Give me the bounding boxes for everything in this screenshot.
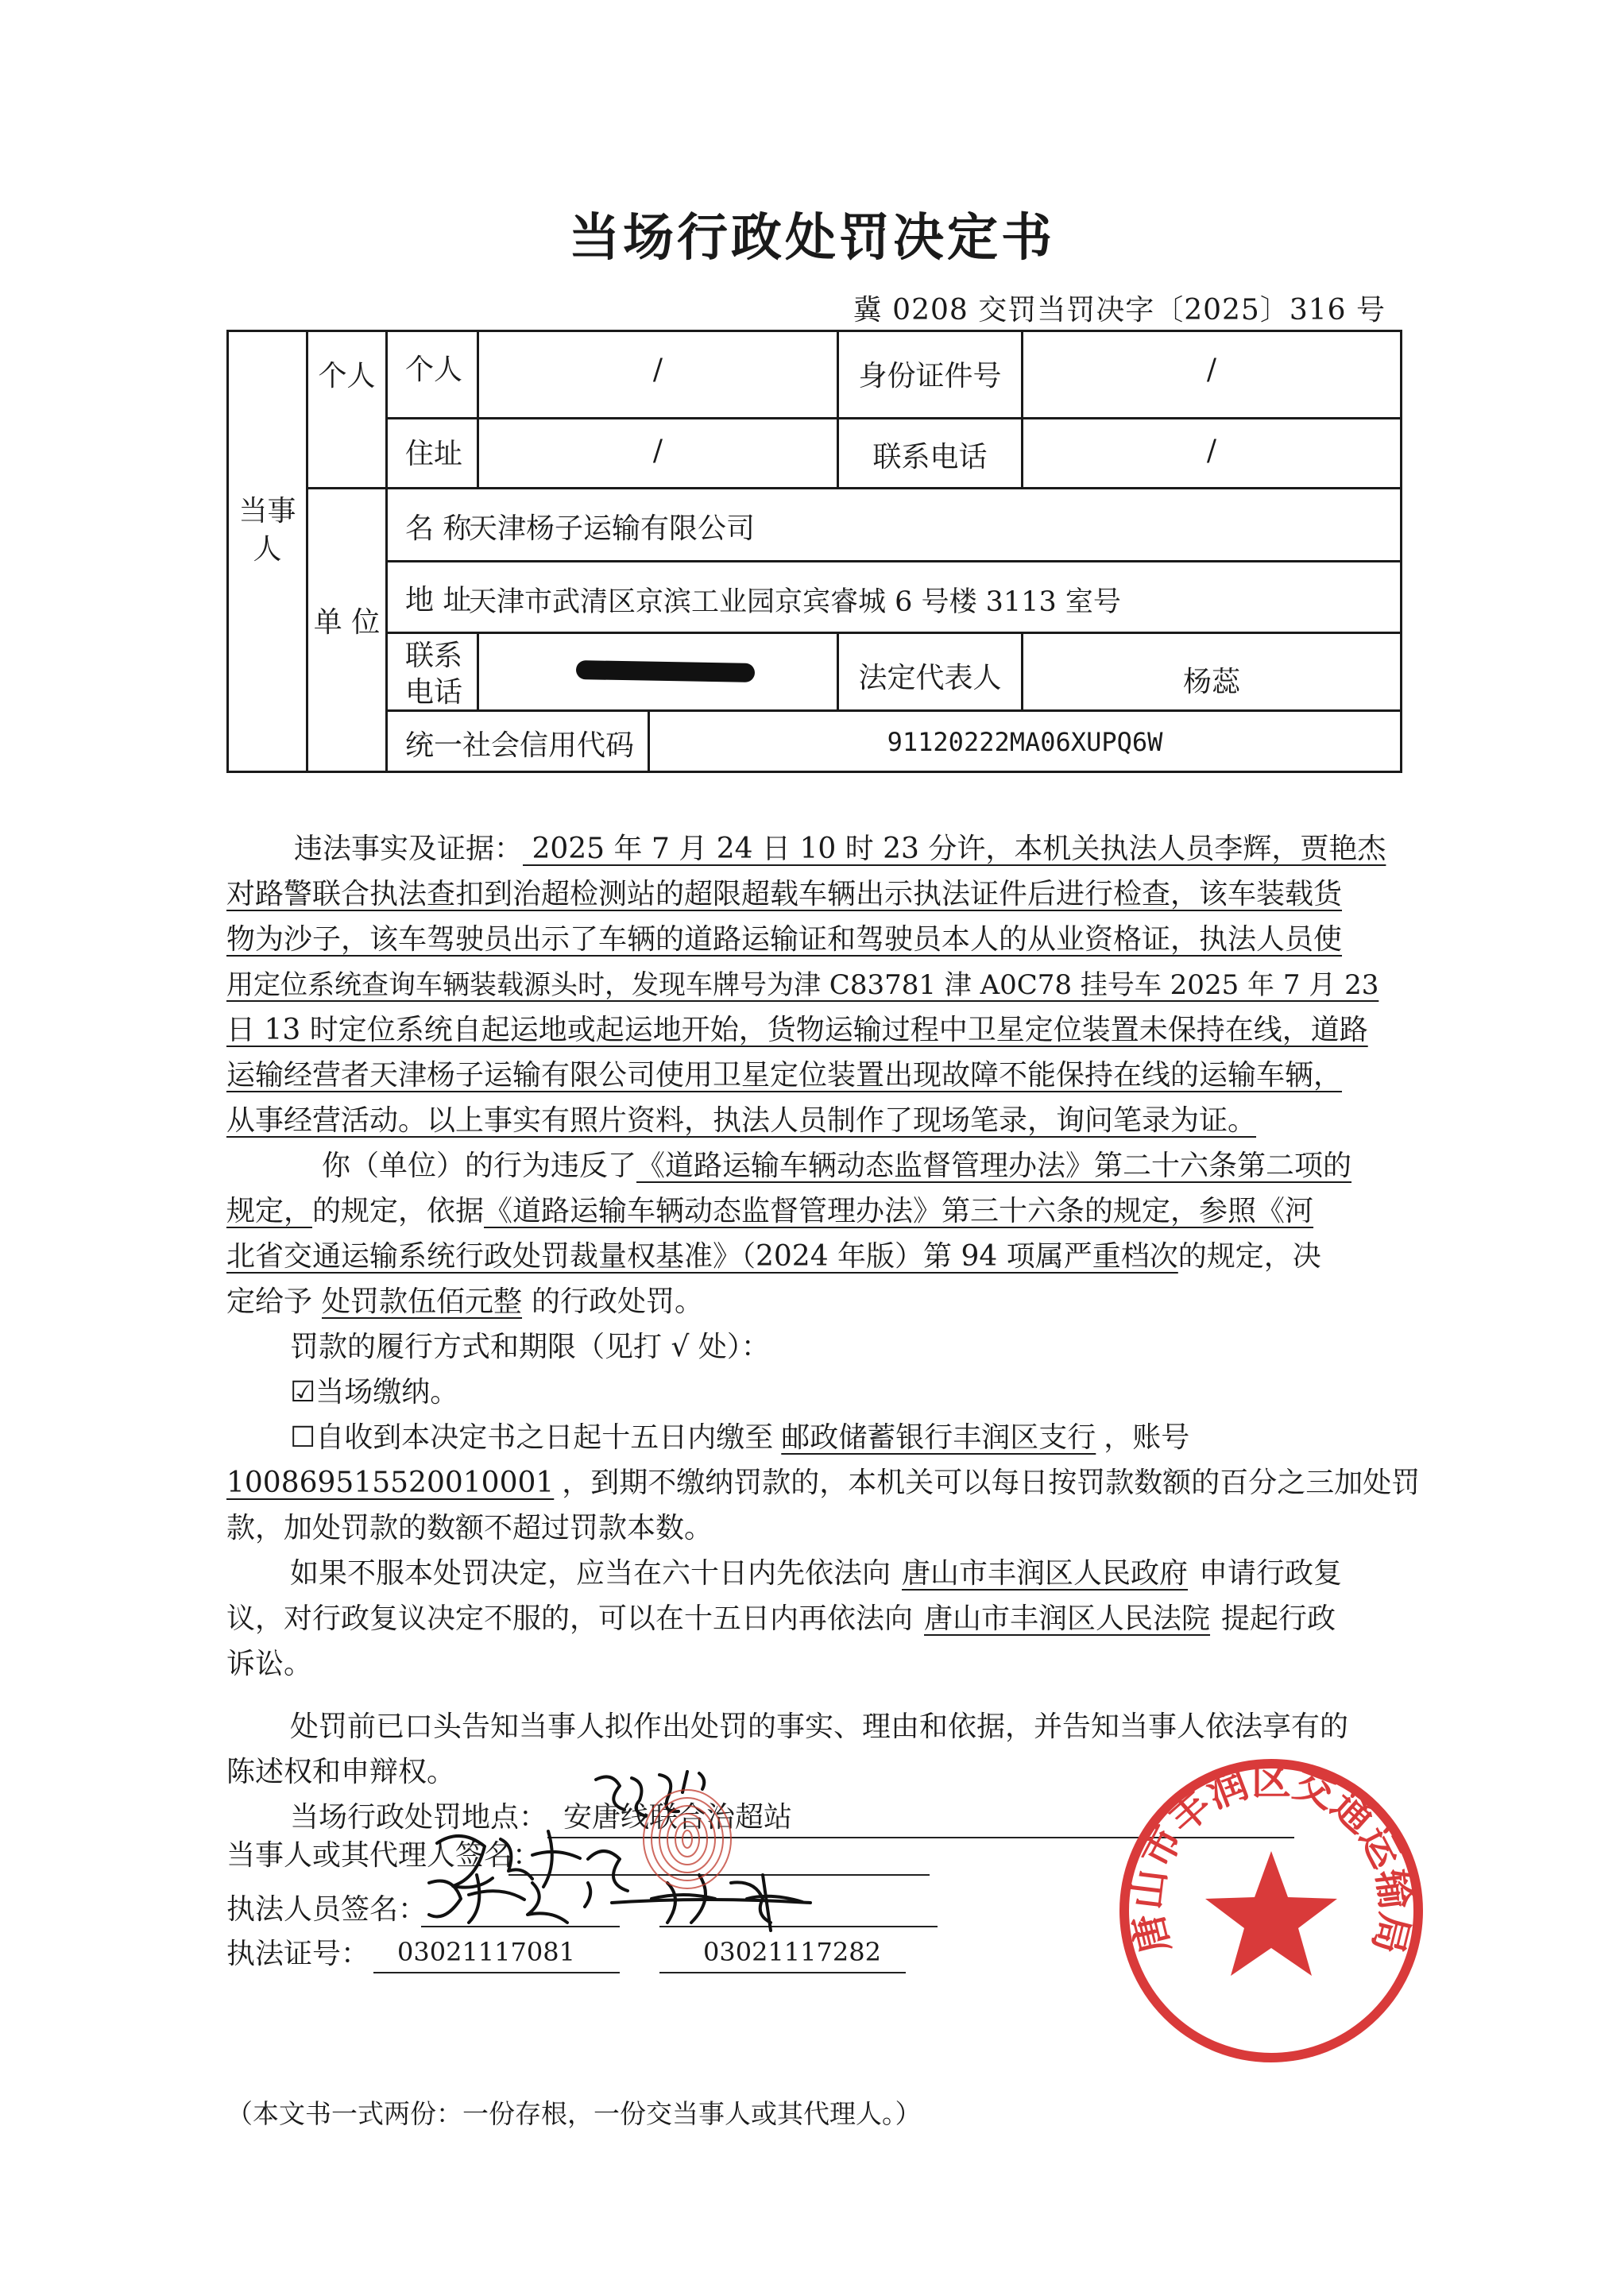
facts-line-1: 违法事实及证据： 2025 年 7 月 24 日 10 时 23 分许，本机关执法人员李辉，贾艳杰: [226, 830, 1394, 868]
official-seal: [1112, 1752, 1430, 2070]
penalty-amount: 处罚款伍佰元整: [322, 1285, 523, 1318]
individual-label: 个人: [318, 360, 376, 392]
unit-label: 单 位: [313, 606, 381, 639]
company-phone-label-2: 电话: [405, 676, 463, 709]
facts-line-6: 运输经营者天津杨子运输有限公司使用卫星定位装置出现故障不能保持在线的运输车辆，: [226, 1059, 1343, 1092]
person-value: /: [652, 354, 663, 386]
payment-account-line: 100869515520010001 ，到期不缴纳罚款的，本机关可以每日按罚款数额的百分之三加处罚: [226, 1467, 1421, 1499]
company-address-label: 地 址: [405, 584, 472, 617]
penalty-place: 安唐线联合治超站: [547, 1799, 1294, 1838]
cert-line: 执法证号：: [226, 1938, 370, 1970]
company-name-label: 名 称: [405, 512, 472, 545]
court-name: 唐山市丰润区人民法院: [924, 1602, 1211, 1635]
facts-line-7: 从事经营活动。以上事实有照片资料，执法人员制作了现场笔录，询问笔录为证。: [226, 1104, 1257, 1137]
address-label: 住址: [405, 438, 463, 470]
company-name-value: 天津杨子运输有限公司: [469, 512, 756, 545]
phone-label: 联系电话: [872, 441, 988, 474]
appeal-line-1: 如果不服本处罚决定，应当在六十日内先依法向 唐山市丰润区人民政府 申请行政复: [290, 1557, 1343, 1590]
cert-number-1: 03021117081: [397, 1937, 575, 1967]
legal-basis: 《道路运输车辆动态监督管理办法》第三十六条的规定，参照《河: [484, 1195, 1314, 1227]
payment-line-3: 款，加处罚款的数额不超过罚款本数。: [226, 1512, 713, 1544]
legal-rep-label: 法定代表人: [858, 662, 1002, 694]
bank-name: 邮政储蓄银行丰润区支行: [781, 1421, 1096, 1454]
seal-star-icon: [1205, 1851, 1337, 1976]
payment-label: 罚款的履行方式和期限（见打 √ 处）：: [290, 1331, 770, 1363]
credit-code-value: 91120222MA06XUPQ6W: [887, 727, 1163, 757]
id-label: 身份证件号: [858, 360, 1002, 392]
party-label: 当事人: [238, 495, 296, 566]
appeal-line-2: 议，对行政复议决定不服的，可以在十五日内再依法向 唐山市丰润区人民法院 提起行政: [226, 1602, 1336, 1635]
phone-value: /: [1206, 435, 1217, 467]
appeal-line-3: 诉讼。: [226, 1648, 313, 1680]
notice-line-1: 处罚前已口头告知当事人拟作出处罚的事实、理由和依据，并告知当事人依法享有的: [290, 1710, 1349, 1743]
facts-line-3: 物为沙子，该车驾驶员出示了车辆的道路运输证和驾驶员本人的从业资格证，执法人员使: [226, 923, 1343, 956]
document-title: 当场行政处罚决定书: [569, 209, 1055, 268]
address-value: /: [652, 435, 663, 467]
review-authority: 唐山市丰润区人民政府: [902, 1557, 1189, 1590]
officer-signature-label: 执法人员签名：: [226, 1893, 427, 1926]
facts-line-5: 日 13 时定位系统自起运地或起运地开始，货物运输过程中卫星定位装置未保持在线，道路: [226, 1014, 1368, 1046]
id-value: /: [1206, 354, 1217, 386]
facts-line-2: 对路警联合执法查扣到治超检测站的超限超载车辆出示执法证件后进行检查，该车装载货: [226, 878, 1343, 910]
handwritten-signatures: [413, 1764, 858, 1938]
cert-number-2: 03021117282: [703, 1937, 881, 1967]
company-address-value: 天津市武清区京滨工业园京宾睿城 6 号楼 3113 室号: [469, 586, 1121, 618]
party-info-table: [226, 330, 1402, 773]
violated-law: 《道路运输车辆动态监督管理办法》第二十六条第二项的: [636, 1150, 1352, 1182]
redacted-phone: [576, 660, 755, 682]
legal-rep-value: 杨蕊: [1182, 666, 1240, 698]
violation-line-1: 你（单位）的行为违反了《道路运输车辆动态监督管理办法》第二十六条第二项的: [322, 1150, 1352, 1182]
bank-account: 100869515520010001: [226, 1467, 555, 1499]
place-line: 当场行政处罚地点： 安唐线联合治超站: [226, 1799, 1394, 1838]
violation-line-2: 规定，的规定，依据《道路运输车辆动态监督管理办法》第三十六条的规定，参照《河: [226, 1195, 1314, 1227]
person-label: 个人: [405, 354, 463, 386]
violation-line-4: 定给予 处罚款伍佰元整 的行政处罚。: [226, 1285, 704, 1318]
svg-text:唐山市丰润区交通运输局: 唐山市丰润区交通运输局: [1123, 1757, 1420, 1959]
facts-line-4: 用定位系统查询车辆装载源头时，发现车牌号为津 C83781 津 A0C78 挂号车 2025 年 7 月 23: [226, 969, 1379, 1001]
payment-option-on-site: ☑当场缴纳。: [290, 1376, 459, 1409]
violation-line-3: 北省交通运输系统行政处罚裁量权基准》（2024 年版）第 94 项属严重档次的规定，决: [226, 1240, 1321, 1273]
facts-label: 违法事实及证据：: [294, 833, 524, 865]
footer-note: （本文书一式两份：一份存根，一份交当事人或其代理人。）: [226, 2098, 922, 2129]
payment-option-bank: ☐自收到本决定书之日起十五日内缴至 邮政储蓄银行丰润区支行 ，账号: [290, 1421, 1190, 1454]
document-number: 冀 0208 交罚当罚决字〔2025〕316 号: [853, 294, 1386, 327]
company-phone-label-1: 联系: [405, 640, 463, 672]
notice-line-2: 陈述权和申辩权。: [226, 1756, 456, 1788]
credit-code-label: 统一社会信用代码: [405, 729, 635, 762]
party-signature-label: 当事人或其代理人签名：: [226, 1839, 542, 1872]
